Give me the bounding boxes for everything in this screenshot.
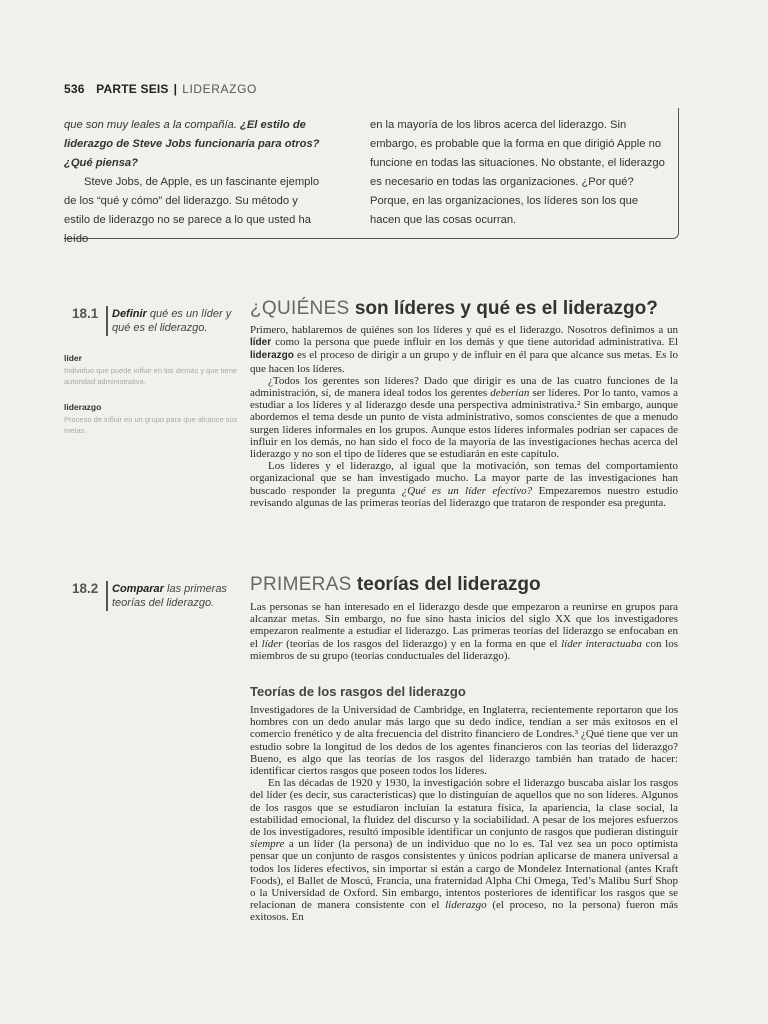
section-title-rest: son líderes y qué es el liderazgo? [354,298,658,319]
objective-verb: Comparar [112,583,164,595]
subsection-paragraph-2: En las décadas de 1920 y 1930, la investigación sobre el liderazgo buscaba aislar los rasgos del líder (es decir, sus características) que lo distinguían de aquellos que no son líderes. Algunos de los rasgos que se estudiaron incluían la estatura física, la apariencia, la clase social, la estabilidad emocional, la fluidez del discurso y la sociabilidad. A pesar de los mejores esfuerzos de los investigadores, resultó imposible identificar un conjunto de rasgos que pudieran distinguir siempre a un líder (la persona) de un individuo que no lo es. Tal vez sea un poco optimista pensar que un conjunto de rasgos consistentes y únicos podrían aplicarse de manera universal a todos los líderes efectivos, sin importar si están a cargo de Mondelez International (antes Kraft Foods), el Ballet de Moscú, Francia, una fraternidad Alpha Chi Omega, Ted’s Malibu Surf Shop o la Universidad de Oxford. Sin embargo, intentos posteriores de identificar los rasgos que se relacionan de manera consistente con el liderazgo (el proceso, no la persona) fueron más exitosos. En [250,777,679,924]
objective-divider [106,581,108,611]
objective-text-line2: teorías del liderazgo. [112,597,215,609]
callout-question-cont: liderazgo de Steve Jobs funcionaría para otros? [64,138,320,150]
section1-paragraph-3: Los líderes y el liderazgo, al igual que la motivación, son temas del comportamiento organizacional que se han investigado mucho. La mayor parte de las investigaciones han buscado responder la pregunta ¿Qué es un líder efectivo? Empezaremos nuestro estudio revisando algunas de las primeras teorías del liderazgo que trataron de responder esa pregunta. [250,460,679,509]
section2-intro [250,601,678,662]
glossary-term-liderazgo: liderazgo [64,402,102,412]
objective-verb: Definir [112,308,147,320]
section-title-primeras [250,574,541,596]
section-title-quienes [250,298,658,320]
objective-text-line1: las primeras [167,583,227,595]
glossary-def-liderazgo: Proceso de influir en un grupo para que alcance sus metas. [64,415,238,435]
callout-right-paragraph: en la mayoría de los libros acerca del liderazgo. Sin embargo, es probable que la forma en que dirigió Apple no funcione en todas las situaciones. No obstante, el liderazgo es necesario en todas las organizaciones. ¿Por qué? Porque, en las organizaciones, los líderes son los que hacen que las cosas ocurran. [370,119,665,226]
objective-divider [106,306,108,336]
section2-paragraph-1: Las personas se han interesado en el liderazgo desde que empezaron a reunirse en grupos para alcanzar metas. Sin embargo, no fue sino hasta inicios del siglo XX que los investigadores empezaron realmente a estudiar el liderazgo. Las primeras teorías del liderazgo se enfocaban en el líder (teorías de los rasgos del liderazgo) y en la forma en que el líder interactuaba con los miembros de su grupo (teorías conductuales del liderazgo). [250,601,678,662]
objective-number: 18.1 [72,306,99,321]
section-title-rest: teorías del liderazgo [356,574,541,595]
part-label: PARTE SEIS [96,82,169,96]
section1-body [250,324,678,509]
section-title-caps: PRIMERAS [250,574,352,595]
callout-right-column [370,116,670,230]
objective-text [112,307,242,335]
glossary-term-lider: líder [64,353,82,363]
chapter-label: LIDERAZGO [182,82,257,96]
objective-text [112,582,242,610]
case-callout-box [64,108,679,245]
callout-left-line: que son muy leales a la compañía. [64,119,237,131]
section1-paragraph-1: Primero, hablaremos de quiénes son los líderes y qué es el liderazgo. Nosotros definimos a un líder como la persona que puede influir en los demás y que tiene autoridad administrativa. El liderazgo es el proceso de dirigir a un grupo y de influir en él para que alcance sus metas. Es lo que hacen los líderes. [250,324,679,375]
section-title-caps: ¿QUIÉNES [250,298,350,319]
callout-question-prompt: ¿Qué piensa? [64,157,138,169]
objective-number: 18.2 [72,581,99,596]
running-header [64,82,257,96]
glossary-def-lider: Individuo que puede influir en los demás y que tiene autoridad administrativa. [64,366,238,386]
objective-text-line1: qué es un líder y [149,308,232,320]
subsection-body [250,704,678,924]
subsection-heading: Teorías de los rasgos del liderazgo [250,684,466,699]
callout-left-paragraph: Steve Jobs, de Apple, es un fascinante ejemplo de los “qué y cómo” del liderazgo. Su método y estilo de liderazgo no se parece a lo que usted ha leído [64,176,320,245]
callout-left-column [64,116,326,249]
callout-question: ¿El estilo de [240,119,306,131]
section1-paragraph-2: ¿Todos los gerentes son líderes? Dado que dirigir es una de las cuatro funciones de la administración, sí, de manera ideal todos los gerentes deberían ser líderes. Por lo tanto, vamos a estudiar a los líderes y al liderazgo desde una perspectiva administrativa.² Sin embargo, aunque abordemos el tema desde un punto de vista administrativo, somos conscientes de que a menudo surgen líderes informales en los grupos. Aunque estos líderes informales podrían ser capaces de influir en los demás, no han sido el foco de la mayoría de las investigaciones hechas acerca del liderazgo y no son el tipo de líderes que se estudiarán en este capítulo. [250,374,678,461]
header-separator: | [173,82,178,96]
subsection-paragraph-1: Investigadores de la Universidad de Cambridge, en Inglaterra, recientemente reportaron que los hombres con un dedo anular más largo que su dedo índice, tendían a ser más exitosos en el comercio frenético y de alta frecuencia del distrito financiero de Londres.³ ¿Qué tiene que ver un estudio sobre la longitud de los dedos de los agentes financieros con las teorías del liderazgo? Bueno, es algo que las teorías de los rasgos del liderazgo también han tratado de hacer: identificar ciertos rasgos que poseen todos los líderes. [250,704,678,778]
page-number: 536 [64,82,85,96]
objective-text-line2: qué es el liderazgo. [112,322,208,334]
